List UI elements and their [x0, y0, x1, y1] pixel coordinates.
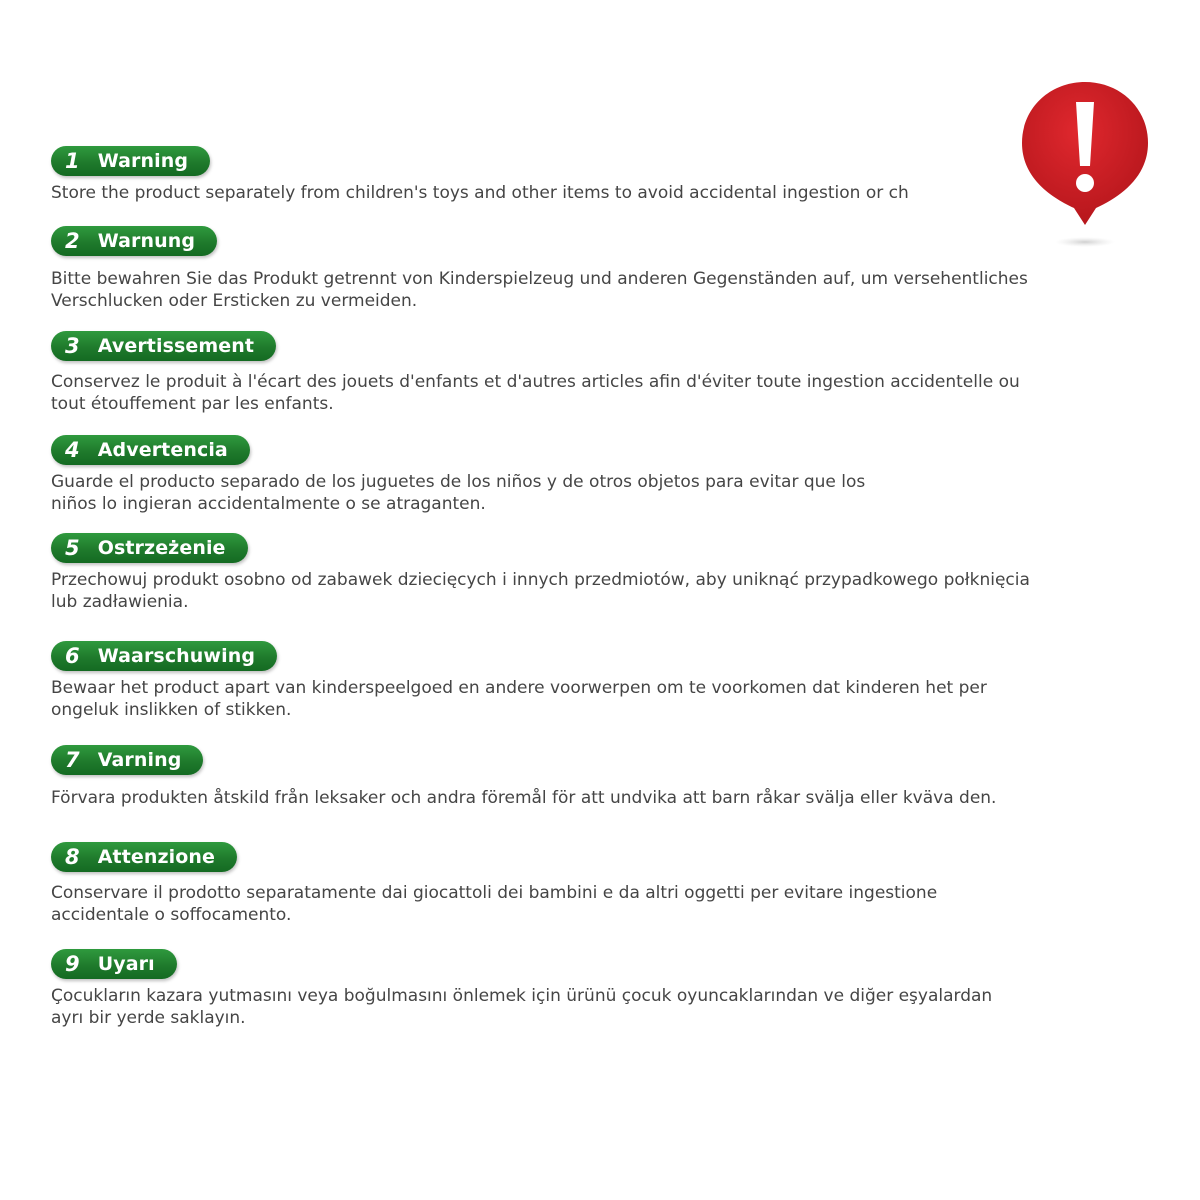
- section-line: Conservez le produit à l'écart des jouets d'enfants et d'autres articles afin d'éviter toute ingestion accidentelle ou: [51, 372, 1020, 392]
- exclamation-dot: [1076, 174, 1094, 192]
- section-line: Bitte bewahren Sie das Produkt getrennt von Kinderspielzeug und anderen Gegenständen auf, um versehentliches: [51, 269, 1028, 289]
- section-badge: [51, 949, 177, 979]
- section-number: 9: [65, 952, 80, 976]
- section-badge: [51, 533, 248, 563]
- section-badge: [51, 745, 203, 775]
- section-line: Çocukların kazara yutmasını veya boğulmasını önlemek için ürünü çocuk oyuncaklarından ve diğer eşyalardan: [51, 986, 993, 1006]
- section-line: Store the product separately from children's toys and other items to avoid accidental ingestion or ch: [51, 183, 909, 203]
- section-line: accidentale o soffocamento.: [51, 905, 292, 925]
- section-number: 2: [65, 229, 80, 253]
- section-number: 4: [65, 438, 80, 462]
- section-line: lub zadławienia.: [51, 592, 189, 612]
- section-number: 3: [65, 334, 80, 358]
- section-body: [51, 985, 1131, 1029]
- section-body: [51, 371, 1131, 415]
- section-number: 7: [65, 748, 80, 772]
- exclamation-pin-icon: [1018, 80, 1152, 250]
- section-number: 1: [65, 149, 80, 173]
- warning-section-nl: [51, 641, 1131, 721]
- section-badge: [51, 641, 277, 671]
- warning-section-pl: [51, 533, 1131, 613]
- warning-section-fr: [51, 331, 1131, 415]
- section-title: Advertencia: [97, 439, 228, 461]
- warning-section-en: [51, 146, 1131, 204]
- section-line: Verschlucken oder Ersticken zu vermeiden.: [51, 291, 418, 311]
- section-body: [51, 882, 1131, 926]
- section-number: 6: [65, 644, 80, 668]
- section-line: Bewaar het product apart van kinderspeelgoed en andere voorwerpen om te voorkomen dat kinderen het per: [51, 678, 987, 698]
- section-badge: [51, 331, 276, 361]
- section-badge: [51, 435, 250, 465]
- section-line: Przechowuj produkt osobno od zabawek dziecięcych i innych przedmiotów, aby uniknąć przypadkowego połknięcia: [51, 570, 1030, 590]
- section-body: [51, 268, 1131, 312]
- section-title: Attenzione: [97, 846, 216, 868]
- section-badge: [51, 842, 237, 872]
- section-line: ongeluk inslikken of stikken.: [51, 700, 292, 720]
- warning-section-es: [51, 435, 1131, 515]
- section-body: [51, 677, 1131, 721]
- section-title: Ostrzeżenie: [97, 537, 226, 559]
- pin-shadow: [1055, 237, 1115, 247]
- section-line: niños lo ingieran accidentalmente o se atraganten.: [51, 494, 486, 514]
- section-number: 5: [65, 536, 80, 560]
- section-line: Guarde el producto separado de los juguetes de los niños y de otros objetos para evitar que los: [51, 472, 866, 492]
- section-title: Avertissement: [97, 335, 255, 357]
- section-body: [51, 471, 1131, 515]
- section-badge: [51, 226, 217, 256]
- section-title: Waarschuwing: [97, 645, 256, 667]
- section-body: [51, 182, 969, 204]
- section-line: tout étouffement par les enfants.: [51, 394, 334, 414]
- section-number: 8: [65, 845, 80, 869]
- exclamation-pin-svg: [1018, 80, 1152, 250]
- section-line: Förvara produkten åtskild från leksaker och andra föremål för att undvika att barn råkar svälja eller kväva den.: [51, 788, 997, 808]
- section-title: Warning: [97, 150, 189, 172]
- section-body: [51, 569, 1131, 613]
- section-line: ayrı bir yerde saklayın.: [51, 1008, 246, 1028]
- section-title: Uyarı: [97, 953, 155, 975]
- warning-section-tr: [51, 949, 1131, 1029]
- section-body: [51, 787, 1131, 809]
- section-title: Varning: [97, 749, 182, 771]
- warning-section-de: [51, 226, 1131, 312]
- section-badge: [51, 146, 210, 176]
- section-line: Conservare il prodotto separatamente dai giocattoli dei bambini e da altri oggetti per evitare ingestione: [51, 883, 938, 903]
- warning-section-it: [51, 842, 1131, 926]
- section-title: Warnung: [97, 230, 196, 252]
- warning-section-sv: [51, 745, 1131, 809]
